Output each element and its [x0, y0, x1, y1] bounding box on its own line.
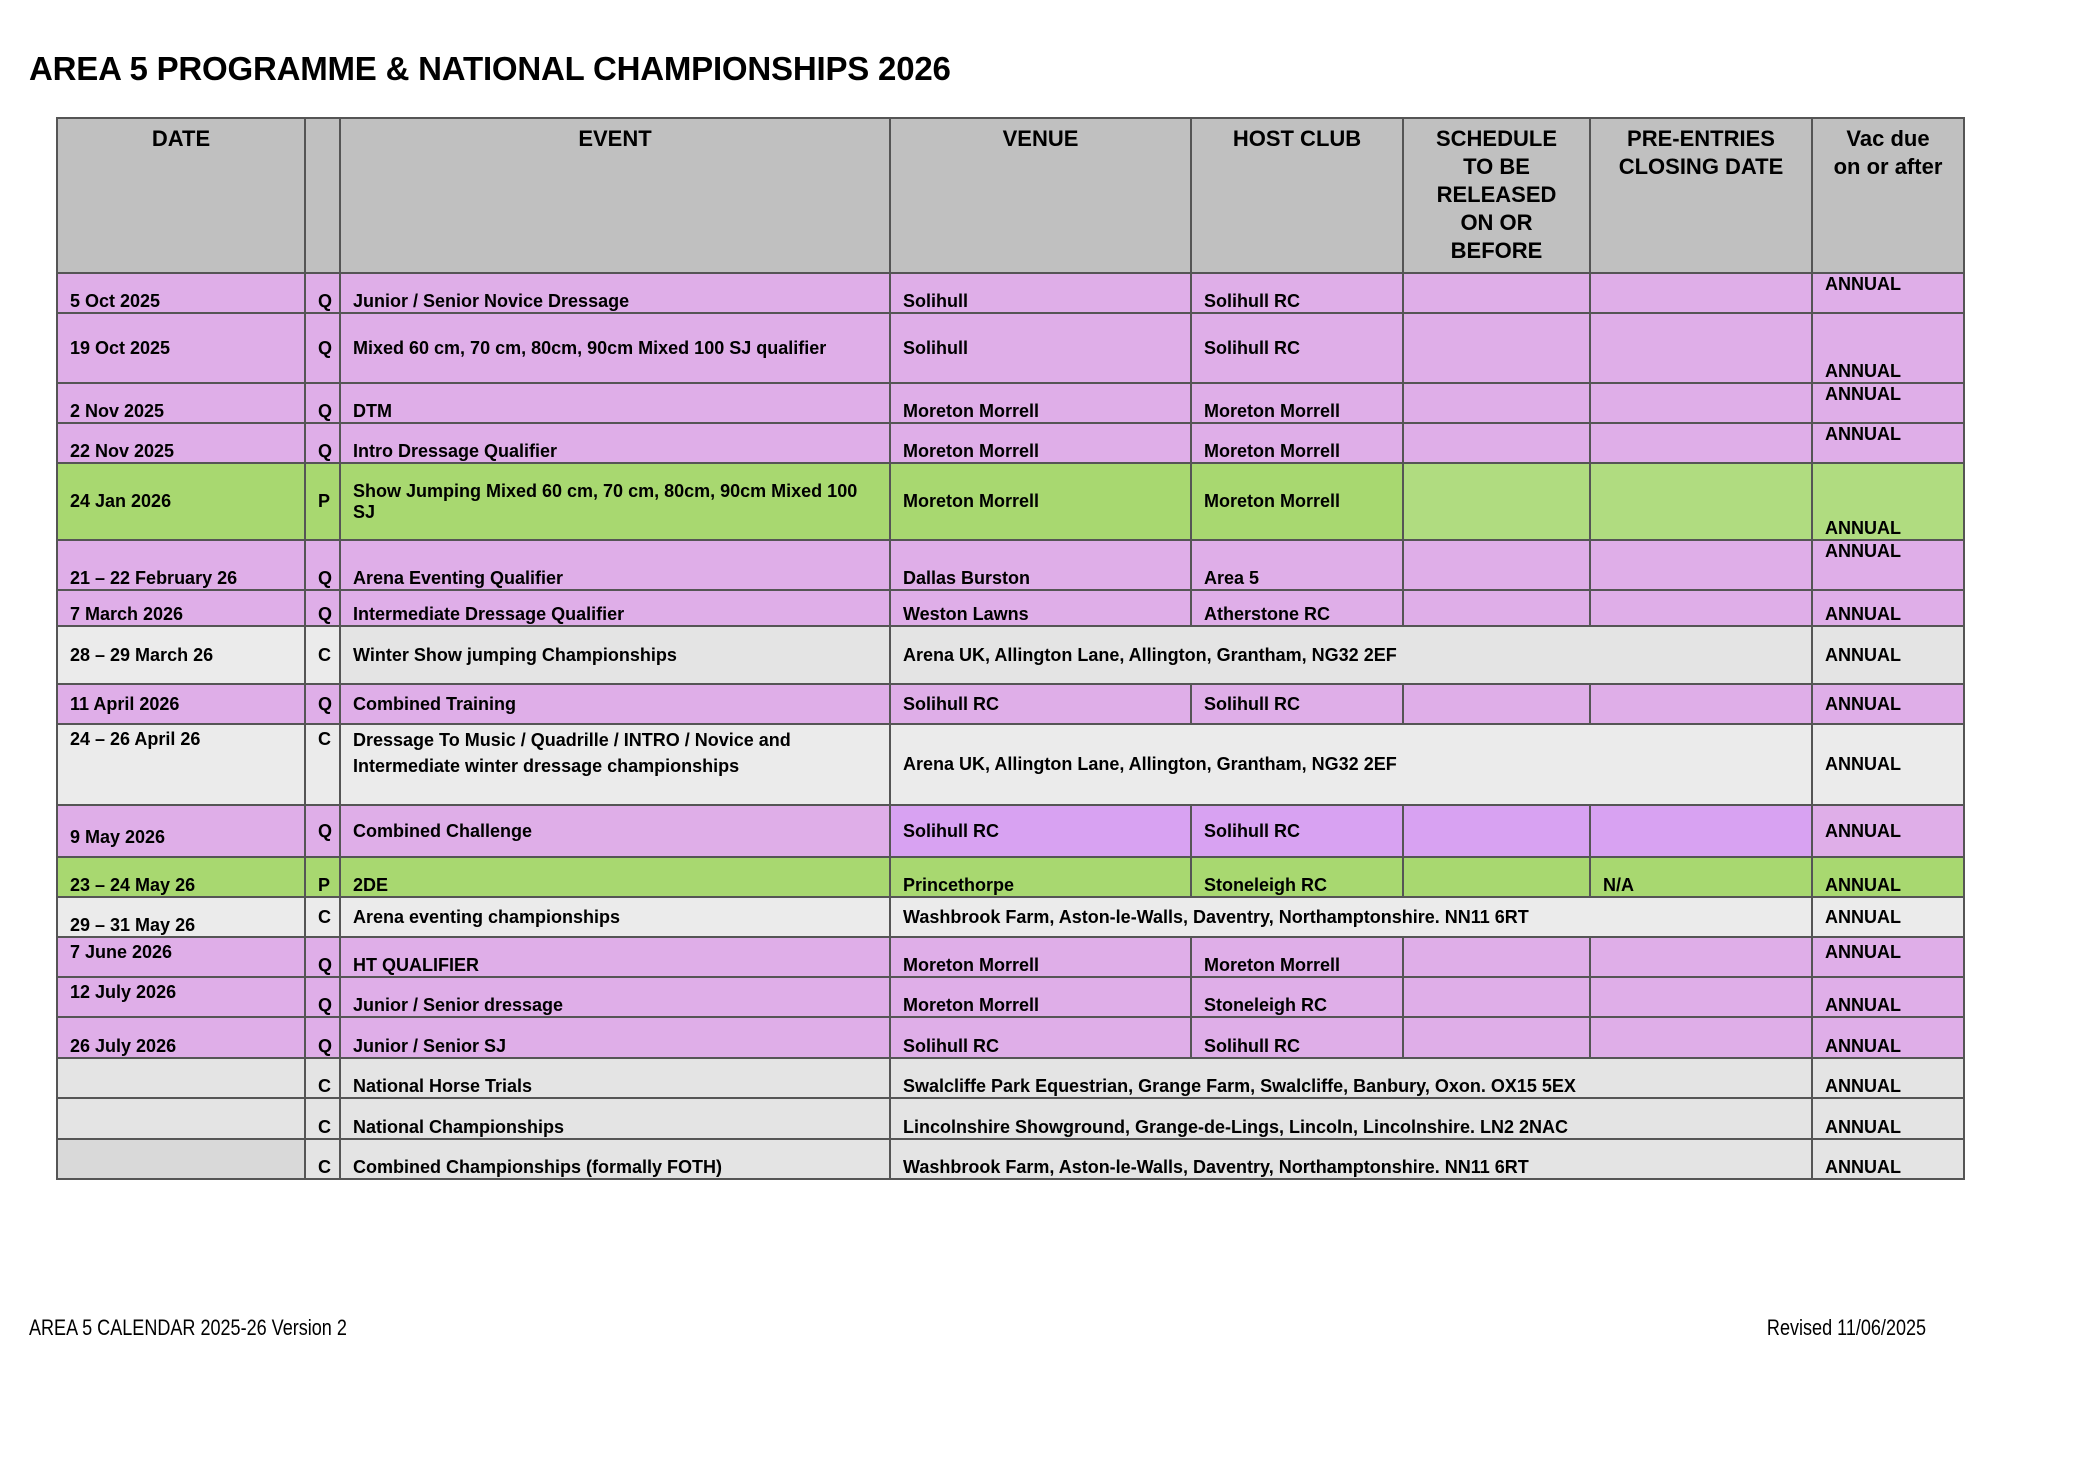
pre-entries-cell	[1590, 684, 1812, 724]
date-cell: 9 May 2026	[57, 805, 305, 857]
footer-revised-date: Revised 11/06/2025	[1766, 1315, 1926, 1340]
table-row	[57, 626, 1964, 684]
type-cell: Q	[305, 590, 340, 626]
type-cell: C	[305, 1098, 340, 1139]
column-header-host-club: HOST CLUB	[1191, 118, 1403, 273]
host-club-cell: Moreton Morrell	[1191, 937, 1403, 977]
host-club-cell: Solihull RC	[1191, 805, 1403, 857]
vac-cell: ANNUAL	[1812, 977, 1964, 1017]
date-cell: 7 June 2026	[57, 937, 305, 977]
vac-cell: ANNUAL	[1812, 590, 1964, 626]
host-club-cell: Moreton Morrell	[1191, 463, 1403, 540]
schedule-cell	[1403, 857, 1590, 897]
schedule-cell	[1403, 684, 1590, 724]
table-row	[57, 313, 1964, 383]
event-cell: Mixed 60 cm, 70 cm, 80cm, 90cm Mixed 100 SJ qualifier	[340, 313, 890, 383]
venue-cell: Solihull RC	[890, 684, 1191, 724]
column-header-pre-entries	[1590, 118, 1812, 273]
type-cell: Q	[305, 540, 340, 590]
venue-cell: Princethorpe	[890, 857, 1191, 897]
venue-cell: Moreton Morrell	[890, 463, 1191, 540]
venue-cell: Washbrook Farm, Aston-le-Walls, Daventry, Northamptonshire. NN11 6RT	[890, 1139, 1812, 1179]
vac-header-line: Vac due	[1846, 126, 1930, 151]
venue-cell: Weston Lawns	[890, 590, 1191, 626]
type-cell: Q	[305, 684, 340, 724]
pre-entries-cell	[1590, 977, 1812, 1017]
host-club-cell: Moreton Morrell	[1191, 383, 1403, 423]
event-cell: Intermediate Dressage Qualifier	[340, 590, 890, 626]
host-club-cell: Solihull RC	[1191, 1017, 1403, 1058]
host-club-cell: Atherstone RC	[1191, 590, 1403, 626]
schedule-header-line: RELEASED	[1436, 182, 1557, 207]
vac-cell: ANNUAL	[1812, 1017, 1964, 1058]
date-cell: 11 April 2026	[57, 684, 305, 724]
venue-cell: Solihull RC	[890, 805, 1191, 857]
event-cell: Junior / Senior SJ	[340, 1017, 890, 1058]
venue-cell: Moreton Morrell	[890, 977, 1191, 1017]
date-cell: 2 Nov 2025	[57, 383, 305, 423]
date-cell	[57, 1098, 305, 1139]
host-club-cell: Stoneleigh RC	[1191, 857, 1403, 897]
type-cell: Q	[305, 977, 340, 1017]
date-cell: 21 – 22 February 26	[57, 540, 305, 590]
venue-cell: Solihull	[890, 273, 1191, 313]
pre-entries-cell	[1590, 423, 1812, 463]
event-cell: Intro Dressage Qualifier	[340, 423, 890, 463]
column-header-schedule	[1403, 118, 1590, 273]
table-row	[57, 1017, 1964, 1058]
date-cell: 22 Nov 2025	[57, 423, 305, 463]
vac-cell: ANNUAL	[1812, 383, 1964, 423]
schedule-cell	[1403, 273, 1590, 313]
event-cell: HT QUALIFIER	[340, 937, 890, 977]
venue-cell: Moreton Morrell	[890, 937, 1191, 977]
host-club-cell: Solihull RC	[1191, 313, 1403, 383]
host-club-cell: Solihull RC	[1191, 684, 1403, 724]
event-cell: Combined Training	[340, 684, 890, 724]
event-cell: Show Jumping Mixed 60 cm, 70 cm, 80cm, 90cm Mixed 100 SJ	[340, 463, 890, 540]
host-club-cell: Moreton Morrell	[1191, 423, 1403, 463]
pre-entries-cell	[1590, 1017, 1812, 1058]
venue-cell: Lincolnshire Showground, Grange-de-Lings, Lincoln, Lincolnshire. LN2 2NAC	[890, 1098, 1812, 1139]
vac-header-line: on or after	[1833, 154, 1943, 179]
date-cell: 5 Oct 2025	[57, 273, 305, 313]
venue-cell: Moreton Morrell	[890, 423, 1191, 463]
venue-cell: Washbrook Farm, Aston-le-Walls, Daventry, Northamptonshire. NN11 6RT	[890, 897, 1812, 937]
vac-cell: ANNUAL	[1812, 463, 1964, 540]
page-title: AREA 5 PROGRAMME & NATIONAL CHAMPIONSHIPS 2026	[29, 50, 951, 87]
vac-cell: ANNUAL	[1812, 857, 1964, 897]
type-cell: C	[305, 897, 340, 937]
column-header-venue: VENUE	[890, 118, 1191, 273]
vac-cell: ANNUAL	[1812, 805, 1964, 857]
table-row	[57, 540, 1964, 590]
date-cell: 19 Oct 2025	[57, 313, 305, 383]
type-cell: C	[305, 626, 340, 684]
date-cell: 12 July 2026	[57, 977, 305, 1017]
date-cell: 24 – 26 April 26	[57, 724, 305, 805]
date-cell: 7 March 2026	[57, 590, 305, 626]
event-cell: Arena Eventing Qualifier	[340, 540, 890, 590]
vac-cell: ANNUAL	[1812, 937, 1964, 977]
event-cell: 2DE	[340, 857, 890, 897]
event-cell: Junior / Senior dressage	[340, 977, 890, 1017]
table-row	[57, 937, 1964, 977]
vac-cell: ANNUAL	[1812, 423, 1964, 463]
pre-entries-cell	[1590, 937, 1812, 977]
table-row	[57, 273, 1964, 313]
vac-cell: ANNUAL	[1812, 273, 1964, 313]
vac-cell: ANNUAL	[1812, 313, 1964, 383]
event-cell: Arena eventing championships	[340, 897, 890, 937]
vac-cell: ANNUAL	[1812, 897, 1964, 937]
pre-entries-cell	[1590, 313, 1812, 383]
type-cell: C	[305, 1058, 340, 1098]
date-cell	[57, 1058, 305, 1098]
type-cell: Q	[305, 805, 340, 857]
date-cell: 28 – 29 March 26	[57, 626, 305, 684]
vac-cell: ANNUAL	[1812, 540, 1964, 590]
type-cell: C	[305, 724, 340, 805]
schedule-cell	[1403, 463, 1590, 540]
event-cell: Combined Championships (formally FOTH)	[340, 1139, 890, 1179]
type-cell: P	[305, 857, 340, 897]
date-cell: 29 – 31 May 26	[57, 897, 305, 937]
table-row	[57, 857, 1964, 897]
programme-table	[56, 117, 1965, 1180]
type-cell: Q	[305, 423, 340, 463]
schedule-header-line: TO BE	[1463, 154, 1530, 179]
table-row	[57, 1058, 1964, 1098]
pre-entries-cell	[1590, 383, 1812, 423]
pre-entries-cell	[1590, 463, 1812, 540]
table-row	[57, 897, 1964, 937]
table-row	[57, 684, 1964, 724]
event-cell: Junior / Senior Novice Dressage	[340, 273, 890, 313]
type-cell: Q	[305, 313, 340, 383]
type-cell: Q	[305, 1017, 340, 1058]
vac-cell: ANNUAL	[1812, 1058, 1964, 1098]
schedule-header-line: SCHEDULE	[1435, 126, 1557, 151]
schedule-header-line: BEFORE	[1450, 238, 1543, 263]
table-row	[57, 423, 1964, 463]
schedule-cell	[1403, 805, 1590, 857]
pre-entries-header-line: PRE-ENTRIES	[1627, 126, 1775, 151]
footer-version: AREA 5 CALENDAR 2025-26 Version 2	[29, 1315, 347, 1340]
table-row	[57, 724, 1964, 805]
table-row	[57, 463, 1964, 540]
date-cell: 24 Jan 2026	[57, 463, 305, 540]
table-row	[57, 383, 1964, 423]
pre-entries-header-line: CLOSING DATE	[1618, 154, 1784, 179]
schedule-cell	[1403, 540, 1590, 590]
pre-entries-cell	[1590, 273, 1812, 313]
event-cell: National Horse Trials	[340, 1058, 890, 1098]
type-cell: Q	[305, 937, 340, 977]
date-cell	[57, 1139, 305, 1179]
event-cell: Winter Show jumping Championships	[340, 626, 890, 684]
pre-entries-cell	[1590, 540, 1812, 590]
table-row	[57, 1098, 1964, 1139]
schedule-cell	[1403, 937, 1590, 977]
venue-cell: Dallas Burston	[890, 540, 1191, 590]
host-club-cell: Stoneleigh RC	[1191, 977, 1403, 1017]
host-club-cell: Area 5	[1191, 540, 1403, 590]
table-row	[57, 977, 1964, 1017]
pre-entries-cell	[1590, 805, 1812, 857]
schedule-cell	[1403, 423, 1590, 463]
event-cell: Dressage To Music / Quadrille / INTRO / Novice and Intermediate winter dressage championships	[340, 724, 890, 805]
event-cell: DTM	[340, 383, 890, 423]
pre-entries-cell: N/A	[1590, 857, 1812, 897]
column-header-event: EVENT	[340, 118, 890, 273]
schedule-header-line: ON OR	[1460, 210, 1533, 235]
date-cell: 23 – 24 May 26	[57, 857, 305, 897]
column-header-vac-due	[1812, 118, 1964, 273]
type-cell: Q	[305, 273, 340, 313]
type-cell: C	[305, 1139, 340, 1179]
type-cell: Q	[305, 383, 340, 423]
table-header-row	[57, 118, 1964, 273]
schedule-cell	[1403, 590, 1590, 626]
column-header-type	[305, 118, 340, 273]
venue-cell: Swalcliffe Park Equestrian, Grange Farm, Swalcliffe, Banbury, Oxon. OX15 5EX	[890, 1058, 1812, 1098]
pre-entries-cell	[1590, 590, 1812, 626]
table-row	[57, 1139, 1964, 1179]
table-row	[57, 590, 1964, 626]
host-club-cell: Solihull RC	[1191, 273, 1403, 313]
schedule-cell	[1403, 1017, 1590, 1058]
vac-cell: ANNUAL	[1812, 684, 1964, 724]
table-row	[57, 805, 1964, 857]
date-cell: 26 July 2026	[57, 1017, 305, 1058]
type-cell: P	[305, 463, 340, 540]
venue-cell: Arena UK, Allington Lane, Allington, Grantham, NG32 2EF	[890, 626, 1812, 684]
vac-cell: ANNUAL	[1812, 724, 1964, 805]
schedule-cell	[1403, 383, 1590, 423]
venue-cell: Moreton Morrell	[890, 383, 1191, 423]
schedule-cell	[1403, 977, 1590, 1017]
venue-cell: Solihull	[890, 313, 1191, 383]
event-cell: Combined Challenge	[340, 805, 890, 857]
schedule-cell	[1403, 313, 1590, 383]
event-cell: National Championships	[340, 1098, 890, 1139]
venue-cell: Solihull RC	[890, 1017, 1191, 1058]
column-header-date: DATE	[57, 118, 305, 273]
vac-cell: ANNUAL	[1812, 1139, 1964, 1179]
vac-cell: ANNUAL	[1812, 626, 1964, 684]
venue-cell: Arena UK, Allington Lane, Allington, Grantham, NG32 2EF	[890, 724, 1812, 805]
vac-cell: ANNUAL	[1812, 1098, 1964, 1139]
